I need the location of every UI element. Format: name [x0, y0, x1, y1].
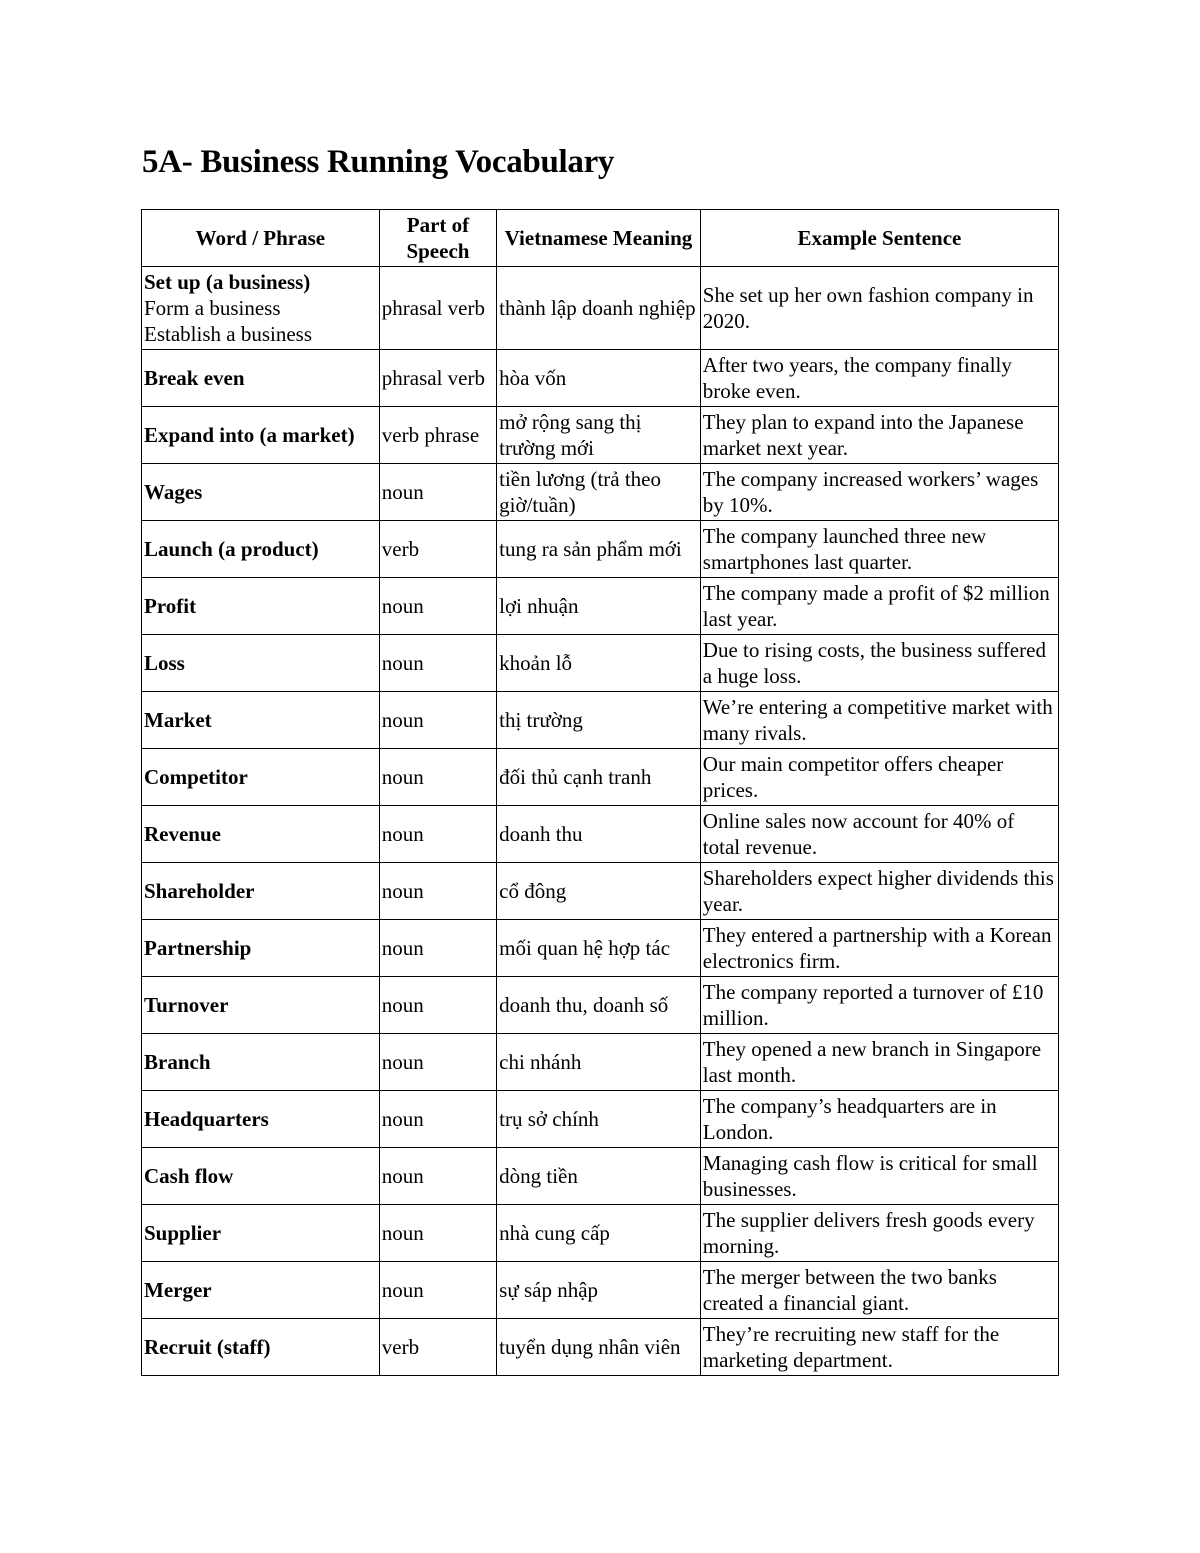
word-text: Competitor: [144, 765, 248, 789]
word-cell: [142, 1034, 380, 1091]
vietnamese-cell: khoản lỗ: [497, 635, 701, 692]
vietnamese-cell: trụ sở chính: [497, 1091, 701, 1148]
pos-cell: noun: [379, 977, 496, 1034]
word-text: Turnover: [144, 993, 229, 1017]
word-cell: [142, 1205, 380, 1262]
table-row: [142, 407, 1059, 464]
vietnamese-cell: sự sáp nhập: [497, 1262, 701, 1319]
table-row: [142, 578, 1059, 635]
example-cell: They’re recruiting new staff for the marketing department.: [700, 1319, 1058, 1376]
word-cell: [142, 1262, 380, 1319]
vietnamese-cell: hòa vốn: [497, 350, 701, 407]
word-text: Wages: [144, 480, 203, 504]
table-row: [142, 267, 1059, 350]
pos-cell: noun: [379, 464, 496, 521]
example-cell: Due to rising costs, the business suffered a huge loss.: [700, 635, 1058, 692]
header-example-sentence: Example Sentence: [700, 210, 1058, 267]
table-header-row: [142, 210, 1059, 267]
table-row: [142, 521, 1059, 578]
word-cell: [142, 578, 380, 635]
word-text: Profit: [144, 594, 197, 618]
pos-cell: noun: [379, 1091, 496, 1148]
example-cell: We’re entering a competitive market with many rivals.: [700, 692, 1058, 749]
table-row: [142, 1148, 1059, 1205]
word-text: Break even: [144, 366, 245, 390]
word-text: Loss: [144, 651, 185, 675]
example-cell: The company launched three new smartphones last quarter.: [700, 521, 1058, 578]
word-text: Expand into (a market): [144, 423, 355, 447]
vietnamese-cell: cổ đông: [497, 863, 701, 920]
example-cell: After two years, the company finally broke even.: [700, 350, 1058, 407]
word-cell: [142, 407, 380, 464]
table-row: [142, 977, 1059, 1034]
table-row: [142, 1091, 1059, 1148]
pos-cell: noun: [379, 1034, 496, 1091]
word-cell: [142, 464, 380, 521]
word-synonym: Establish a business: [144, 322, 312, 346]
example-cell: The merger between the two banks created a financial giant.: [700, 1262, 1058, 1319]
table-row: [142, 749, 1059, 806]
word-synonym: Form a business: [144, 296, 281, 320]
vietnamese-cell: thành lập doanh nghiệp: [497, 267, 701, 350]
pos-cell: noun: [379, 920, 496, 977]
vocabulary-table: [141, 209, 1059, 1376]
pos-cell: noun: [379, 863, 496, 920]
vietnamese-cell: chi nhánh: [497, 1034, 701, 1091]
word-text: Supplier: [144, 1221, 222, 1245]
word-cell: [142, 1148, 380, 1205]
word-cell: [142, 749, 380, 806]
table-row: [142, 920, 1059, 977]
vietnamese-cell: doanh thu, doanh số: [497, 977, 701, 1034]
word-text: Shareholder: [144, 879, 255, 903]
vietnamese-cell: lợi nhuận: [497, 578, 701, 635]
vietnamese-cell: mở rộng sang thị trường mới: [497, 407, 701, 464]
vietnamese-cell: mối quan hệ hợp tác: [497, 920, 701, 977]
pos-cell: verb phrase: [379, 407, 496, 464]
vietnamese-cell: tung ra sản phẩm mới: [497, 521, 701, 578]
example-cell: The company increased workers’ wages by 10%.: [700, 464, 1058, 521]
page-title: 5A- Business Running Vocabulary: [142, 144, 615, 180]
table-row: [142, 350, 1059, 407]
example-cell: They entered a partnership with a Korean electronics firm.: [700, 920, 1058, 977]
header-part-of-speech: Part of Speech: [379, 210, 496, 267]
example-cell: They opened a new branch in Singapore last month.: [700, 1034, 1058, 1091]
pos-cell: verb: [379, 1319, 496, 1376]
word-text: Set up (a business): [144, 270, 311, 294]
word-cell: [142, 350, 380, 407]
pos-cell: noun: [379, 578, 496, 635]
word-text: Partnership: [144, 936, 252, 960]
table-row: [142, 635, 1059, 692]
vietnamese-cell: tuyển dụng nhân viên: [497, 1319, 701, 1376]
word-text: Cash flow: [144, 1164, 234, 1188]
table-row: [142, 806, 1059, 863]
word-text: Branch: [144, 1050, 211, 1074]
table-row: [142, 1262, 1059, 1319]
word-cell: [142, 806, 380, 863]
pos-cell: phrasal verb: [379, 350, 496, 407]
word-cell: [142, 1319, 380, 1376]
table-row: [142, 863, 1059, 920]
table-row: [142, 464, 1059, 521]
pos-cell: noun: [379, 1205, 496, 1262]
table-row: [142, 1319, 1059, 1376]
vietnamese-cell: dòng tiền: [497, 1148, 701, 1205]
word-text: Revenue: [144, 822, 221, 846]
example-cell: She set up her own fashion company in 2020.: [700, 267, 1058, 350]
example-cell: The company reported a turnover of £10 million.: [700, 977, 1058, 1034]
word-cell: [142, 920, 380, 977]
word-cell: [142, 521, 380, 578]
pos-cell: noun: [379, 1148, 496, 1205]
word-cell: [142, 692, 380, 749]
table-row: [142, 1205, 1059, 1262]
word-cell: [142, 635, 380, 692]
pos-cell: noun: [379, 749, 496, 806]
vietnamese-cell: tiền lương (trả theo giờ/tuần): [497, 464, 701, 521]
example-cell: The company made a profit of $2 million last year.: [700, 578, 1058, 635]
example-cell: They plan to expand into the Japanese market next year.: [700, 407, 1058, 464]
pos-cell: noun: [379, 692, 496, 749]
word-text: Merger: [144, 1278, 212, 1302]
example-cell: The supplier delivers fresh goods every morning.: [700, 1205, 1058, 1262]
example-cell: Our main competitor offers cheaper prices.: [700, 749, 1058, 806]
example-cell: Managing cash flow is critical for small businesses.: [700, 1148, 1058, 1205]
word-cell: [142, 977, 380, 1034]
word-text: Headquarters: [144, 1107, 269, 1131]
header-word-phrase: Word / Phrase: [142, 210, 380, 267]
word-cell: [142, 863, 380, 920]
header-vietnamese-meaning: Vietnamese Meaning: [497, 210, 701, 267]
pos-cell: phrasal verb: [379, 267, 496, 350]
example-cell: Online sales now account for 40% of total revenue.: [700, 806, 1058, 863]
word-text: Recruit (staff): [144, 1335, 271, 1359]
word-text: Market: [144, 708, 212, 732]
vietnamese-cell: nhà cung cấp: [497, 1205, 701, 1262]
table-row: [142, 1034, 1059, 1091]
word-text: Launch (a product): [144, 537, 319, 561]
table-row: [142, 692, 1059, 749]
pos-cell: verb: [379, 521, 496, 578]
example-cell: Shareholders expect higher dividends this year.: [700, 863, 1058, 920]
pos-cell: noun: [379, 1262, 496, 1319]
vietnamese-cell: thị trường: [497, 692, 701, 749]
vietnamese-cell: doanh thu: [497, 806, 701, 863]
word-cell: [142, 1091, 380, 1148]
pos-cell: noun: [379, 806, 496, 863]
vietnamese-cell: đối thủ cạnh tranh: [497, 749, 701, 806]
word-cell: [142, 267, 380, 350]
pos-cell: noun: [379, 635, 496, 692]
example-cell: The company’s headquarters are in London.: [700, 1091, 1058, 1148]
